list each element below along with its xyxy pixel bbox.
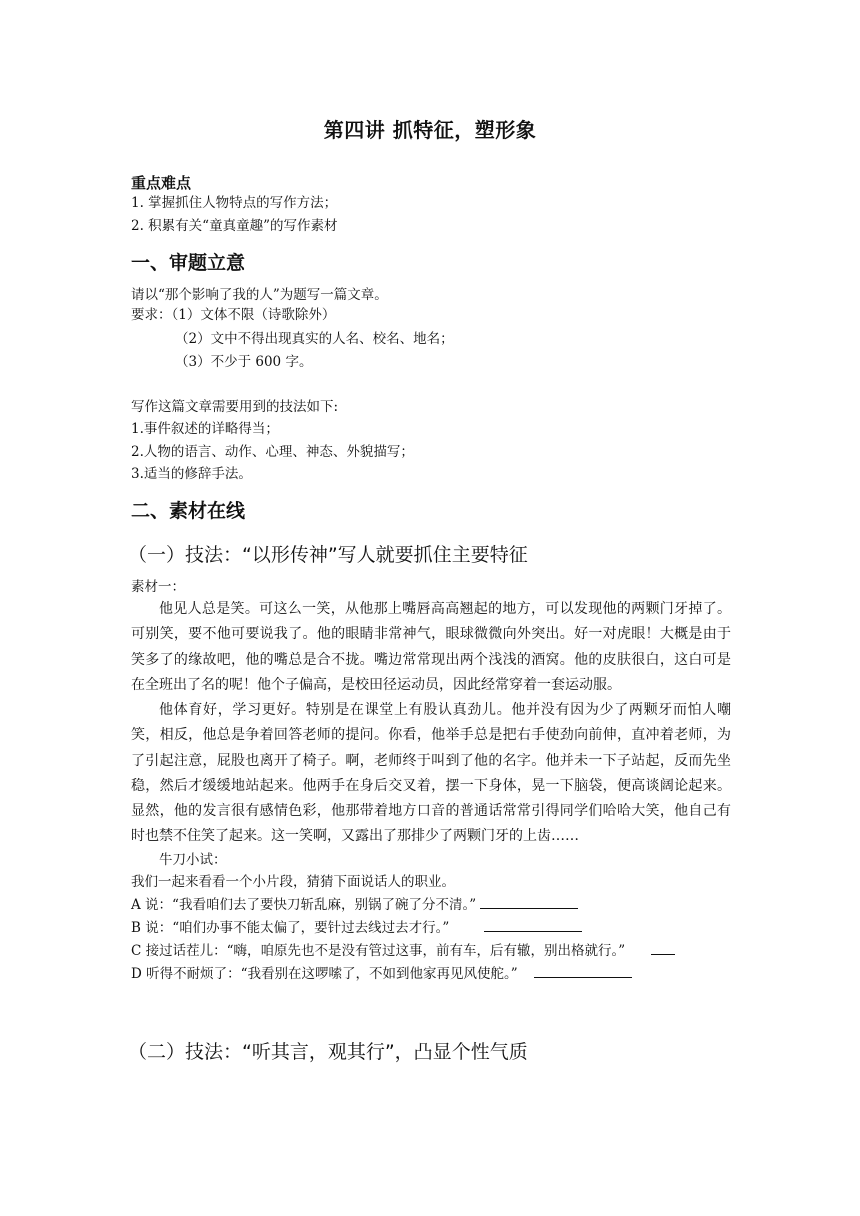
answer-blank-d[interactable]	[534, 963, 632, 978]
exercise-line-c	[131, 940, 675, 961]
subsection-heading-1: （一）技法：“以形传神”写人就要抓住主要特征	[128, 544, 528, 566]
exercise-line-b-text: B 说：“咱们办事不能太偏了，要针过去线过去才行。”	[131, 920, 450, 936]
skill-item: 2.人物的语言、动作、心理、神态、外貌描写；	[131, 444, 414, 460]
answer-blank-c[interactable]	[651, 940, 675, 955]
section-heading-2: 二、素材在线	[131, 500, 246, 522]
requirement-1: 要求：（1）文体不限（诗歌除外）	[131, 307, 336, 323]
answer-blank-b[interactable]	[484, 917, 582, 932]
skill-item: 1.事件叙述的详略得当；	[131, 421, 279, 437]
exercise-line-d-text: D 听得不耐烦了：“我看别在这啰嗦了，不如到他家再见风使舵。”	[131, 966, 518, 982]
exercise-line-c-text: C 接过话茬儿：“嗨，咱原先也不是没有管过这事，前有车，后有辙，别出格就行。”	[131, 943, 626, 959]
exercise-line-a	[131, 894, 578, 915]
exercise-line-b	[131, 917, 582, 938]
material-paragraph-1: 他见人总是笑。可这么一笑，从他那上嘴唇高高翘起的地方，可以发现他的两颗门牙掉了。可别笑，要不他可要说我了。他的眼睛非常神气，眼球微微向外突出。好一对虎眼！大概是由于笑多了的缘故吧，他的嘴总是合不拢。嘴边常常现出两个浅浅的酒窝。他的皮肤很白，这白可是在全班出了名的呢！他个子偏高，是校田径运动员，因此经常穿着一套运动服。	[131, 601, 731, 693]
page-title: 第四讲 抓特征，塑形象	[323, 118, 537, 142]
requirement-2: （2）文中不得出现真实的人名、校名、地名；	[175, 331, 454, 347]
skills-intro: 写作这篇文章需要用到的技法如下:	[131, 399, 339, 415]
exercise-label: 牛刀小试：	[159, 852, 227, 868]
exercise-line-d	[131, 963, 632, 984]
answer-blank-a[interactable]	[480, 894, 578, 909]
skill-item: 3.适当的修辞手法。	[131, 466, 252, 482]
key-point-item: 2. 积累有关“童真童趣”的写作素材	[131, 218, 338, 234]
exercise-line-a-text: A 说：“我看咱们去了要快刀斩乱麻，别锅了碗了分不清。”	[131, 897, 477, 913]
section-heading-1: 一、审题立意	[131, 252, 246, 274]
material-label: 素材一：	[131, 579, 185, 595]
material-paragraph-2: 他体育好，学习更好。特别是在课堂上有股认真劲儿。他并没有因为少了两颗牙而怕人嘲笑，相反，他总是争着回答老师的提问。你看，他举手总是把右手使劲向前伸，直冲着老师，为了引起注意，屁股也离开了椅子。啊，老师终于叫到了他的名字。他并未一下子站起，反而先坐稳，然后才缓缓地站起来。他两手在身后交叉着，摆一下身体，晃一下脑袋，便高谈阔论起来。显然，他的发言很有感情色彩，他那带着地方口音的普通话常常引得同学们哈哈大笑，他自己有时也禁不住笑了起来。这一笑啊，又露出了那排少了两颗门牙的上齿……	[131, 702, 731, 845]
exercise-intro: 我们一起来看看一个小片段，猜猜下面说话人的职业。	[131, 874, 455, 890]
subsection-heading-2: （二）技法：“听其言，观其行”，凸显个性气质	[128, 1041, 528, 1063]
requirement-3: （3）不少于 600 字。	[175, 354, 313, 370]
key-points-heading: 重点难点	[131, 174, 192, 192]
essay-prompt: 请以“那个影响了我的人”为题写一篇文章。	[131, 287, 388, 303]
key-point-item: 1. 掌握抓住人物特点的写作方法；	[131, 195, 338, 211]
